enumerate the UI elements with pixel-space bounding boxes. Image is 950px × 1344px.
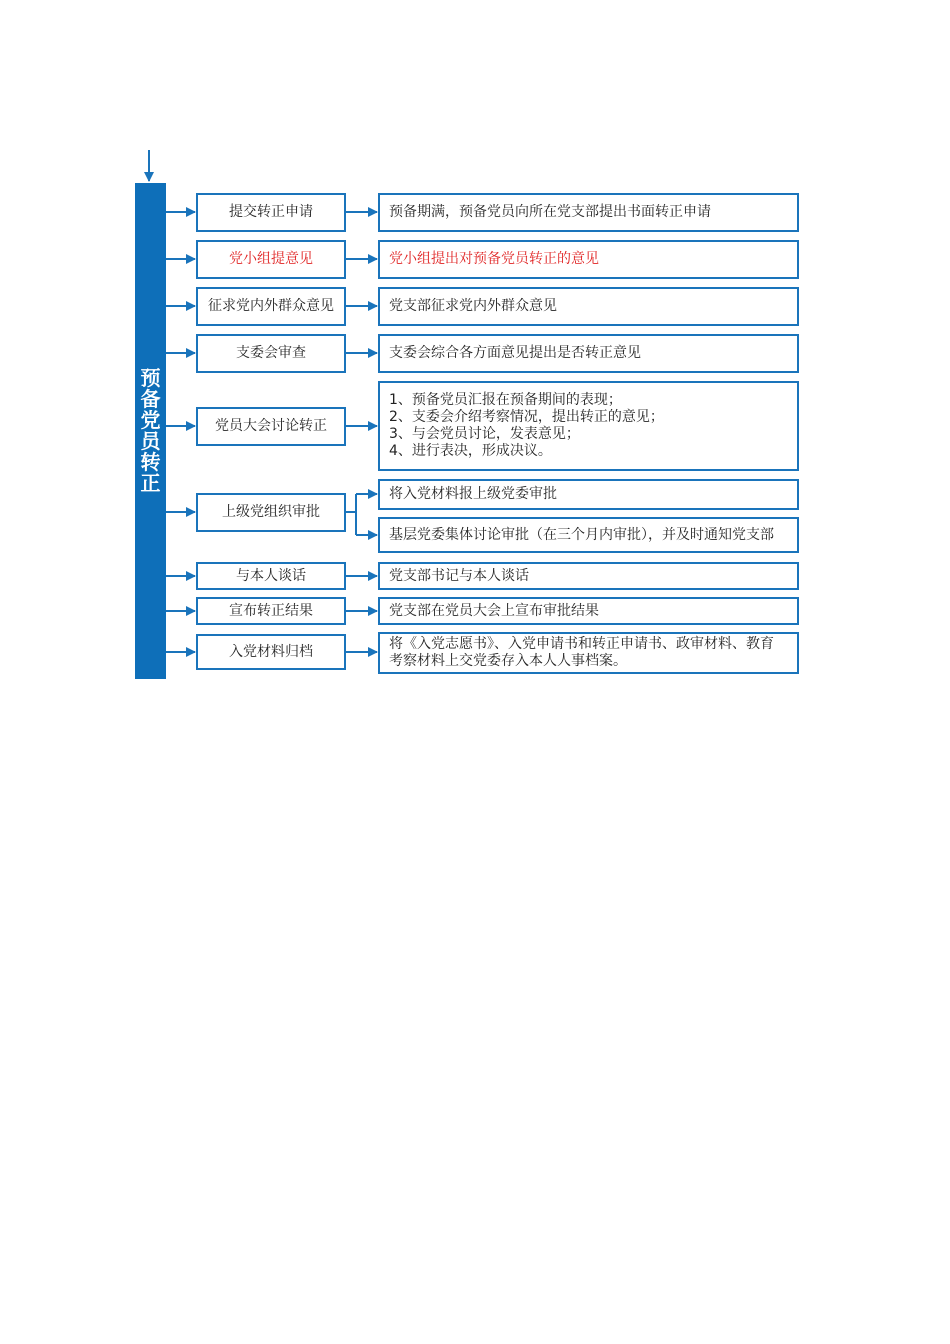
step-node-group-opinion (196, 240, 346, 279)
step-node-higher-approval (196, 493, 346, 532)
step-detail-group-opinion (378, 240, 799, 279)
detail-line: 1、预备党员汇报在预备期间的表现； (389, 392, 622, 408)
step-node-committee-review (196, 334, 346, 373)
detail-line: 党支部征求党内外群众意见 (389, 298, 557, 314)
step-label: 党员大会讨论转正 (215, 418, 327, 434)
step-node-archive-materials (196, 634, 346, 670)
detail-line: 将入党材料报上级党委审批 (389, 486, 557, 502)
step-detail-solicit-opinions (378, 287, 799, 326)
detail-line: 党支部书记与本人谈话 (389, 567, 529, 584)
step-label: 宣布转正结果 (229, 602, 313, 619)
detail-line: 支委会综合各方面意见提出是否转正意见 (389, 345, 641, 361)
step-node-solicit-opinions (196, 287, 346, 326)
step-detail-higher-approval-submit (378, 479, 799, 510)
detail-line: 3、与会党员讨论，发表意见； (389, 426, 580, 442)
step-node-announce-result (196, 597, 346, 625)
detail-line: 预备期满，预备党员向所在党支部提出书面转正申请 (389, 204, 711, 220)
step-detail-higher-approval-discuss (378, 517, 799, 553)
step-detail-committee-review (378, 334, 799, 373)
step-detail-personal-talk (378, 562, 799, 590)
step-detail-announce-result (378, 597, 799, 625)
step-node-personal-talk (196, 562, 346, 590)
step-node-general-meeting (196, 407, 346, 446)
step-label: 上级党组织审批 (222, 504, 320, 520)
step-label: 党小组提意见 (229, 251, 313, 267)
detail-line: 党支部在党员大会上宣布审批结果 (389, 602, 599, 619)
detail-line: 基层党委集体讨论审批（在三个月内审批），并及时通知党支部 (389, 526, 774, 543)
step-node-submit-application (196, 193, 346, 232)
step-label: 征求党内外群众意见 (208, 298, 334, 314)
step-label: 入党材料归档 (229, 643, 313, 660)
step-label: 支委会审查 (236, 345, 306, 361)
step-detail-archive-materials (378, 632, 799, 674)
detail-line: 4、进行表决，形成决议。 (389, 443, 552, 459)
step-label: 提交转正申请 (229, 204, 313, 220)
detail-line: 将《入党志愿书》、入党申请书和转正申请书、政审材料、教育 (389, 636, 774, 652)
step-detail-submit-application (378, 193, 799, 232)
detail-line: 2、支委会介绍考察情况，提出转正的意见； (389, 409, 664, 425)
step-detail-general-meeting (378, 381, 799, 471)
detail-line: 考察材料上交党委存入本人人事档案。 (389, 653, 627, 669)
stage-bar (135, 183, 166, 679)
detail-line: 党小组提出对预备党员转正的意见 (389, 251, 599, 267)
stage-title: 预备党员转正 (140, 366, 161, 495)
step-label: 与本人谈话 (236, 567, 306, 584)
